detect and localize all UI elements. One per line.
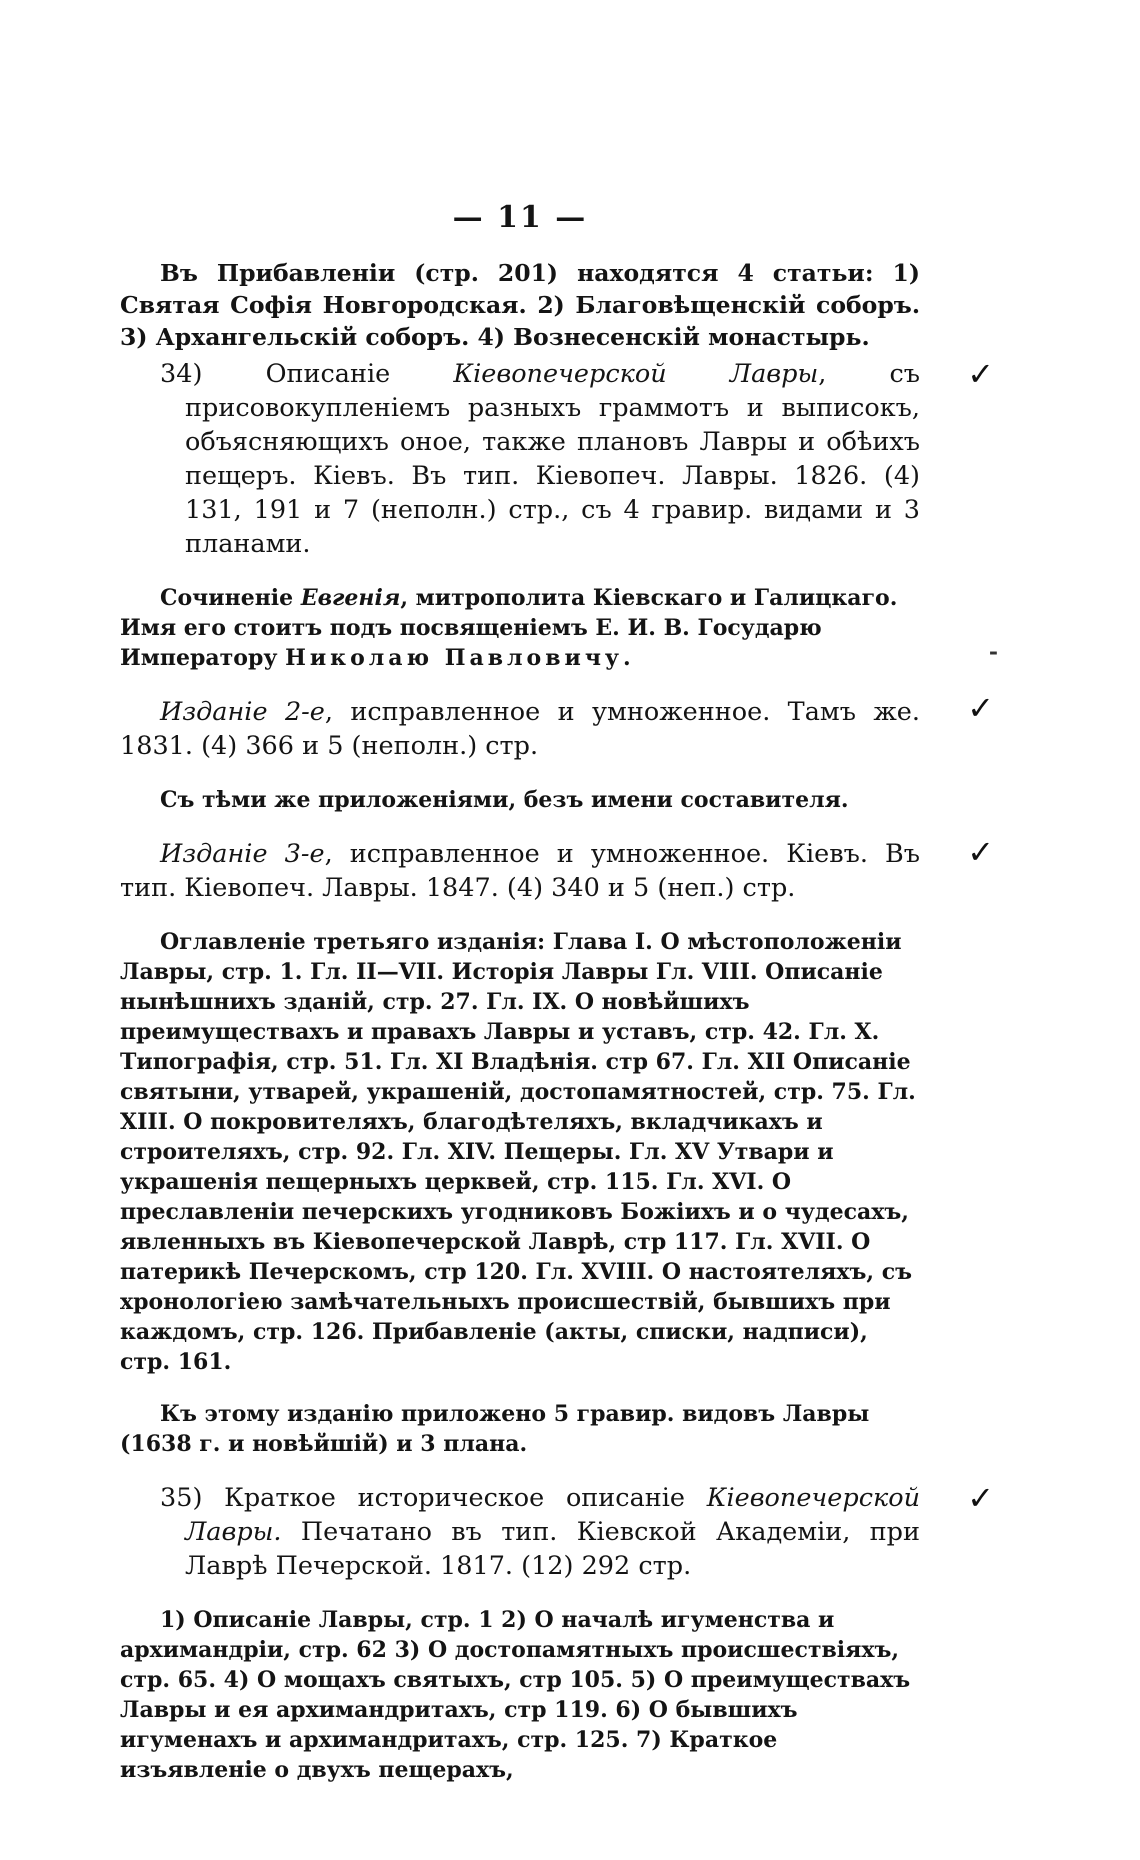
entry-35-text: 35) Краткое историческое описаніе Кіевопечерской Лавры. Печатано въ тип. Кіевской Академіи, при Лаврѣ Печерской. 1817. (12) 292 стр.: [160, 1483, 920, 1581]
check-mark-icon: ✓: [967, 1479, 994, 1517]
page-number: — 11 —: [452, 200, 588, 235]
book-page: [120, 200, 998, 1807]
supplement-paragraph: Въ Прибавленіи (стр. 201) находятся 4 статьи: 1) Святая Софія Новгородская. 2) Благовѣщенскій соборъ. 3) Архангельскій соборъ. 4) Вознесенскій монастырь.: [120, 259, 920, 351]
edition-2-label: Изданіе 2-е: [160, 697, 325, 727]
edition-2-note: Съ тѣми же приложеніями, безъ имени составителя.: [160, 787, 849, 813]
edition-3-label: Изданіе 3-е: [160, 839, 325, 869]
edition-3: ✓ Изданіе 3-е, исправленное и умноженное. Кіевъ. Въ тип. Кіевопеч. Лавры. 1847. (4) 340 и 5 (неп.) стр.: [120, 833, 994, 903]
entry-34: [120, 355, 994, 561]
margin-dash: -: [988, 639, 998, 665]
check-mark-icon: ✓: [967, 833, 994, 871]
entry-34-text: 34) Описаніе Кіевопечерской Лавры, съ присовокупленіемъ разныхъ граммотъ и выписокъ, объясняющихъ оное, также плановъ Лавры и обѣихъ пещеръ. Кіевъ. Въ тип. Кіевопеч. Лавры. 1826. (4) 131, 191 и 7 (неполн.) стр., съ 4 гравир. видами и 3 планами.: [160, 359, 921, 559]
entry-34-note: - Сочиненіе Евгенія, митрополита Кіевскаго и Галицкаго. Имя его стоитъ подъ посвященіемъ Е. И. В. Государю Императору Николаю Павловичу.: [120, 585, 998, 671]
entry-35-contents: 1) Описаніе Лавры, стр. 1 2) О началѣ игуменства и архимандріи, стр. 62 3) О достопамятныхъ происшествіяхъ, стр. 65. 4) О мощахъ святыхъ, стр 105. 5) О преимуществахъ Лавры и ея архимандритахъ, стр 119. 6) О бывшихъ игуменахъ и архимандритахъ, стр. 125. 7) Краткое изъявленіе о двухъ пещерахъ,: [120, 1607, 911, 1783]
check-mark-icon: ✓: [967, 355, 994, 393]
entry-35-title: Кіевопечерской Лавры.: [185, 1483, 920, 1547]
edition-3-contents: Оглавленіе третьяго изданія: Глава I. О мѣстоположеніи Лавры, стр. 1. Гл. II—VII. Исторія Лавры Гл. VIII. Описаніе нынѣшнихъ зданій, стр. 27. Гл. IX. О новѣйшихъ преимуществахъ и правахъ Лавры и уставъ, стр. 42. Гл. X. Типографія, стр. 51. Гл. XI Владѣнія. стр 67. Гл. XII Описаніе святыни, утварей, украшеній, достопамятностей, стр. 75. Гл. XIII. О покровителяхъ, благодѣтеляхъ, вкладчикахъ и строителяхъ, стр. 92. Гл. XIV. Пещеры. Гл. XV Утвари и украшенія пещерныхъ церквей, стр. 115. Гл. XVI. О преславленіи печерскихъ угодниковъ Божіихъ и о чудесахъ, явленныхъ въ Кіевопечерской Лаврѣ, стр 117. Гл. XVII. О патерикѣ Печерскомъ, стр 120. Гл. XVIII. О настоятеляхъ, съ хронологіею замѣчательныхъ происшествій, бывшихъ при каждомъ, стр. 126. Прибавленіе (акты, списки, надписи), стр. 161.: [120, 929, 916, 1375]
edition-3-note: Къ этому изданію приложено 5 гравир. видовъ Лавры (1638 г. и новѣйшій) и 3 плана.: [120, 1401, 870, 1457]
entry-34-title: Кіевопечерской Лавры: [453, 359, 819, 389]
entry-35: [120, 1479, 994, 1583]
edition-2: ✓ Изданіе 2-е, исправленное и умноженное. Тамъ же. 1831. (4) 366 и 5 (неполн.) стр.: [120, 689, 994, 761]
check-mark-icon: ✓: [967, 689, 994, 727]
